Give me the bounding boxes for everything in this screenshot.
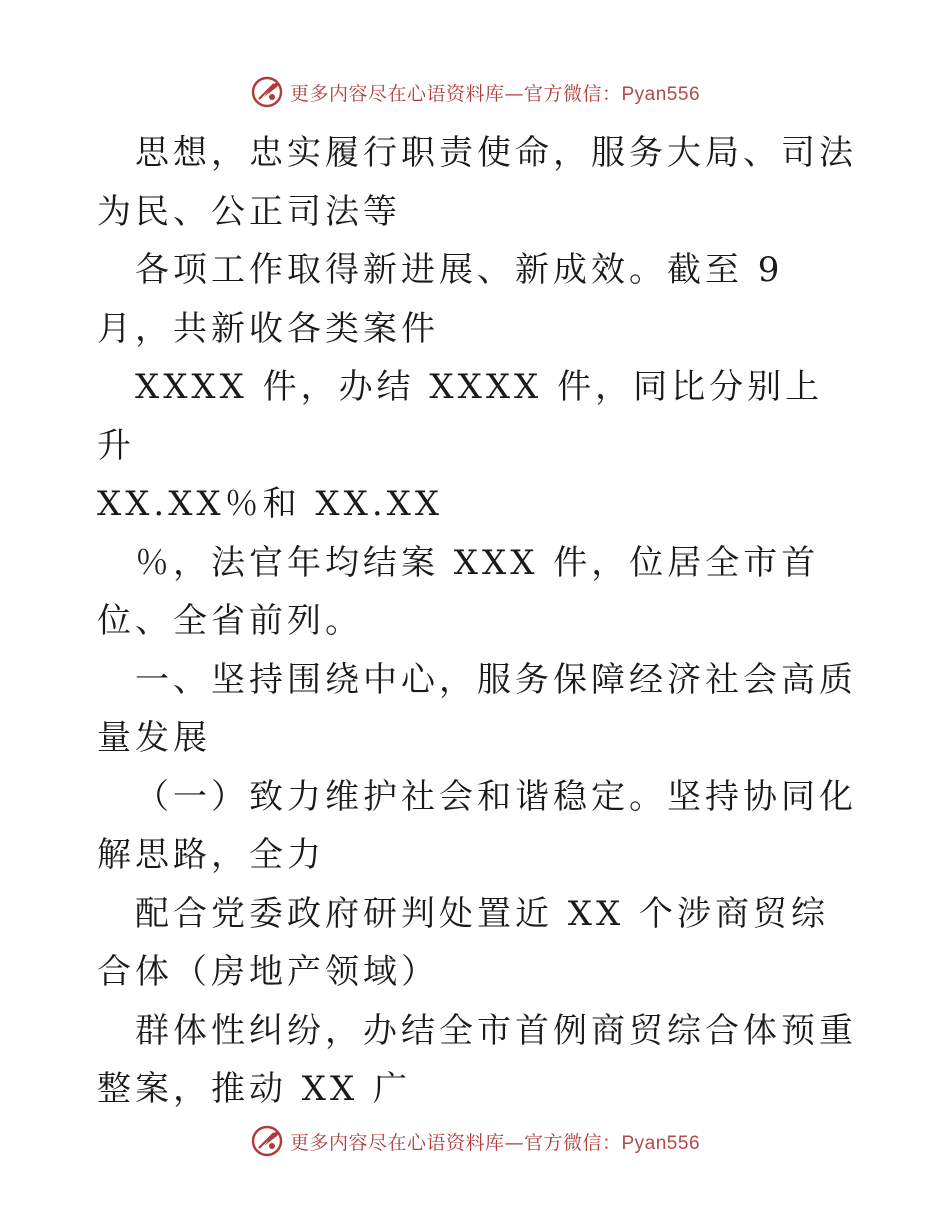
paragraph-7: （一）致力维护社会和谐稳定。坚持协同化解思路，全力 <box>97 776 857 875</box>
quill-logo-icon <box>250 75 284 109</box>
header-banner <box>0 72 950 112</box>
paragraph-8: 配合党委政府研判处置近 XX 个涉商贸综合体（房地产领域） <box>97 893 830 992</box>
paragraph-9: 群体性纠纷，办结全市首例商贸综合体预重整案，推动 XX 广 <box>97 1010 857 1109</box>
footer-banner-text: 更多内容尽在心语资料库—官方微信：Pyan556 <box>289 1131 701 1154</box>
footer-wechat-id: Pyan556 <box>621 1132 701 1154</box>
header-banner-text: 更多内容尽在心语资料库—官方微信：Pyan556 <box>289 82 701 105</box>
paragraph-3: XXXX 件，办结 XXXX 件，同比分别上升 <box>97 367 824 466</box>
paragraph-2: 各项工作取得新进展、新成效。截至 9 月，共新收各类案件 <box>97 250 784 349</box>
paragraph-4: XX.XX％和 XX.XX <box>97 484 444 524</box>
header-wechat-id: Pyan556 <box>621 83 701 105</box>
document-body <box>97 124 857 1119</box>
quill-logo-icon <box>250 1124 284 1158</box>
paragraph-1: 思想，忠实履行职责使命，服务大局、司法为民、公正司法等 <box>97 133 857 232</box>
section-heading: 一、坚持围绕中心，服务保障经济社会高质量发展 <box>97 659 857 758</box>
footer-banner <box>0 1121 950 1161</box>
paragraph-5: ％，法官年均结案 XXX 件，位居全市首位、全省前列。 <box>97 542 820 641</box>
